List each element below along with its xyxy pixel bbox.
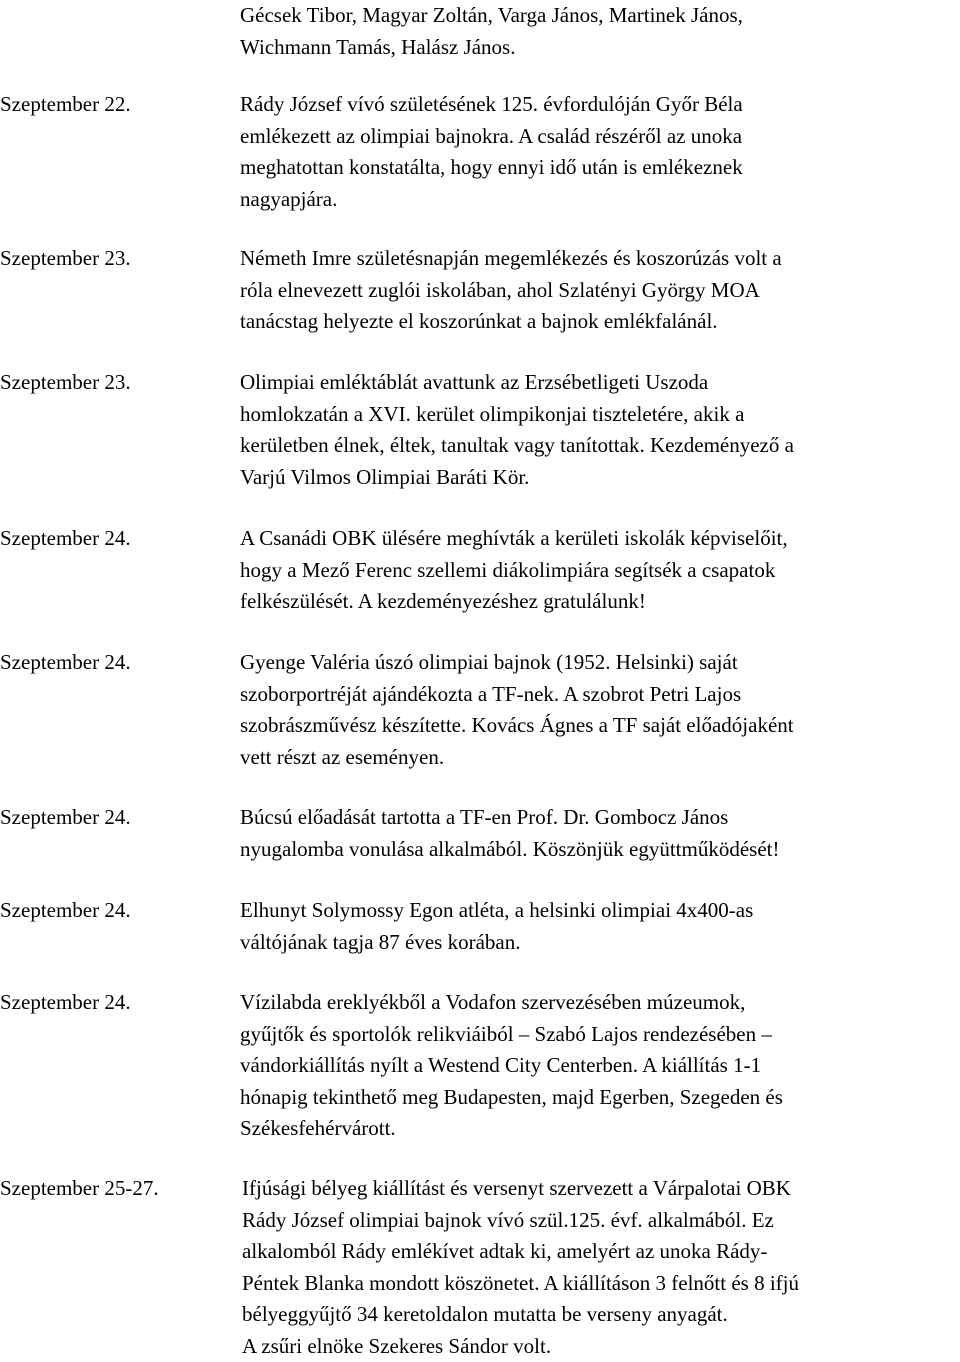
entry-line: bélyeggyűjtő 34 keretoldalon mutatta be verseny anyagát. (242, 1299, 954, 1331)
entry-text (240, 89, 952, 215)
entry-line: meghatottan konstatálta, hogy ennyi idő után is emlékeznek (240, 152, 952, 184)
entry-date: Szeptember 25-27. (0, 1173, 235, 1205)
entry-line: Varjú Vilmos Olimpiai Baráti Kör. (240, 462, 952, 494)
entry-text (240, 987, 952, 1145)
entry-line: A Csanádi OBK ülésére meghívták a kerületi iskolák képviselőit, (240, 523, 952, 555)
entry-line: Székesfehérvárott. (240, 1113, 952, 1145)
entry-line: homlokzatán a XVI. kerület olimpikonjai tiszteletére, akik a (240, 399, 952, 431)
entry-line: Búcsú előadását tartotta a TF-en Prof. Dr. Gombocz János (240, 802, 952, 834)
entry-line: emlékezett az olimpiai bajnokra. A család részéről az unoka (240, 121, 952, 153)
entry-line: Vízilabda ereklyékből a Vodafon szervezésében múzeumok, (240, 987, 952, 1019)
intro-line: Gécsek Tibor, Magyar Zoltán, Varga János, Martinek János, (240, 0, 952, 32)
entry-line: tanácstag helyezte el koszorúnkat a bajnok emlékfalánál. (240, 306, 952, 338)
entry-line: Olimpiai emléktáblát avattunk az Erzsébetligeti Uszoda (240, 367, 952, 399)
intro-paragraph (240, 0, 952, 63)
entry-line: Ifjúsági bélyeg kiállítást és versenyt szervezett a Várpalotai OBK (242, 1173, 954, 1205)
entry-date: Szeptember 24. (0, 987, 235, 1019)
entry-line: hogy a Mező Ferenc szellemi diákolimpiára segítsék a csapatok (240, 555, 952, 587)
entry-line: Rády József olimpiai bajnok vívó szül.125. évf. alkalmából. Ez (242, 1205, 954, 1237)
entry-line: Németh Imre születésnapján megemlékezés és koszorúzás volt a (240, 243, 952, 275)
entry-line: kerületben élnek, éltek, tanultak vagy tanítottak. Kezdeményező a (240, 430, 952, 462)
entry-text (240, 895, 952, 958)
entry-line: szoborportréját ajándékozta a TF-nek. A szobrot Petri Lajos (240, 679, 952, 711)
entry-date: Szeptember 23. (0, 367, 235, 399)
entry-line: nagyapjára. (240, 184, 952, 216)
entry-date: Szeptember 22. (0, 89, 235, 121)
entry-date: Szeptember 24. (0, 647, 235, 679)
entry-text (240, 802, 952, 865)
entry-line: Elhunyt Solymossy Egon atléta, a helsinki olimpiai 4x400-as (240, 895, 952, 927)
entry-text (240, 367, 952, 493)
entry-line: Rády József vívó születésének 125. évfordulóján Győr Béla (240, 89, 952, 121)
entry-text (242, 1173, 954, 1362)
entry-date: Szeptember 24. (0, 523, 235, 555)
entry-text (240, 523, 952, 618)
entry-line: felkészülését. A kezdeményezéshez gratulálunk! (240, 586, 952, 618)
entry-line: vett részt az eseményen. (240, 742, 952, 774)
entry-line: róla elnevezett zuglói iskolában, ahol Szlatényi György MOA (240, 275, 952, 307)
entry-date: Szeptember 24. (0, 802, 235, 834)
entry-line: váltójának tagja 87 éves korában. (240, 927, 952, 959)
entry-line: hónapig tekinthető meg Budapesten, majd Egerben, Szegeden és (240, 1082, 952, 1114)
entry-line: alkalomból Rády emlékívet adtak ki, amelyért az unoka Rády- (242, 1236, 954, 1268)
entry-line: A zsűri elnöke Szekeres Sándor volt. (242, 1331, 954, 1362)
entry-line: nyugalomba vonulása alkalmából. Köszönjük együttműködését! (240, 834, 952, 866)
intro-line: Wichmann Tamás, Halász János. (240, 32, 952, 64)
entry-line: vándorkiállítás nyílt a Westend City Centerben. A kiállítás 1-1 (240, 1050, 952, 1082)
entry-line: gyűjtők és sportolók relikviáiból – Szabó Lajos rendezésében – (240, 1019, 952, 1051)
entry-date: Szeptember 23. (0, 243, 235, 275)
entry-date: Szeptember 24. (0, 895, 235, 927)
entry-text (240, 243, 952, 338)
entry-line: Péntek Blanka mondott köszönetet. A kiállításon 3 felnőtt és 8 ifjú (242, 1268, 954, 1300)
entry-line: Gyenge Valéria úszó olimpiai bajnok (1952. Helsinki) saját (240, 647, 952, 679)
entry-line: szobrászművész készítette. Kovács Ágnes a TF saját előadójaként (240, 710, 952, 742)
entry-text (240, 647, 952, 773)
